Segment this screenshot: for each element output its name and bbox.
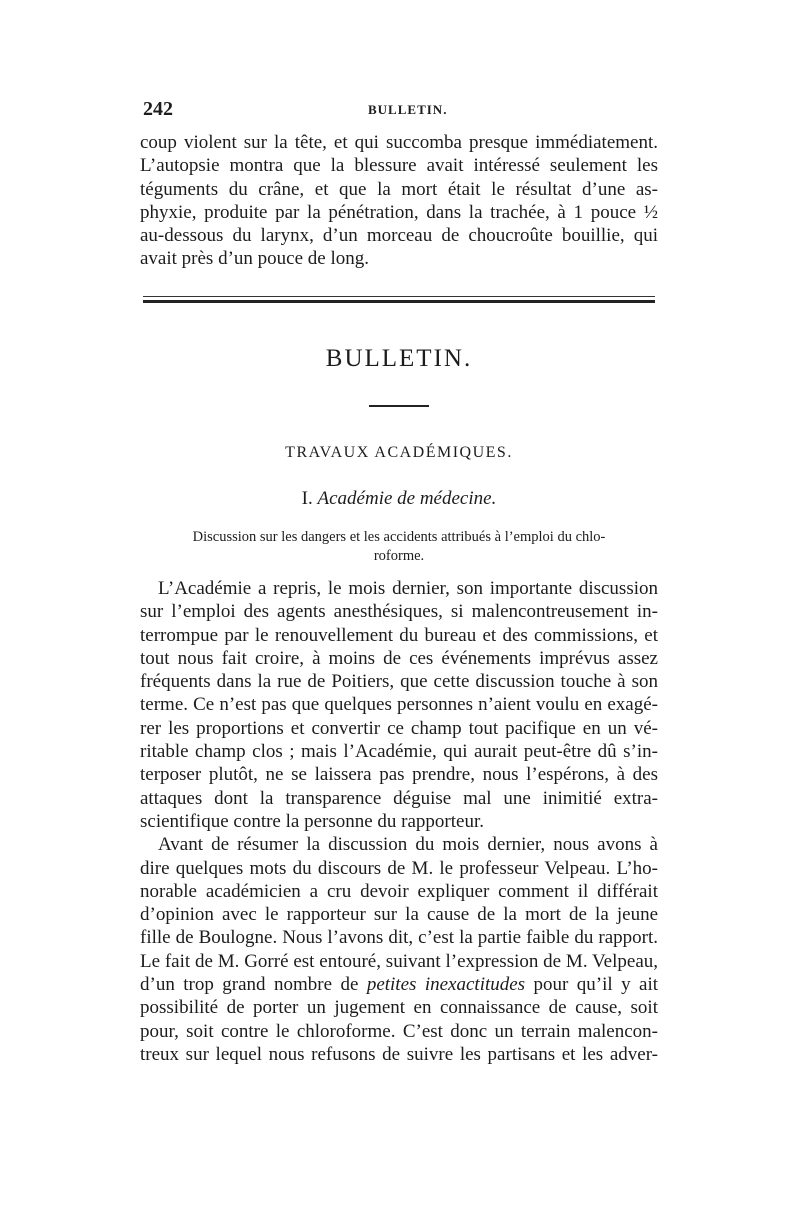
text-line: coup violent sur la tête, et qui succomba presque immédiatement.: [140, 132, 658, 153]
text-line: pour, soit contre le chloroforme. C’est donc un terrain malencon-: [140, 1020, 658, 1042]
text-line: rer les proportions et convertir ce champ tout pacifique en un vé-: [140, 717, 658, 739]
text-line: L’Académie a repris, le mois dernier, son importante discussion: [158, 578, 658, 599]
thin-rule: [143, 296, 655, 297]
discussion-heading-line: roforme.: [373, 548, 425, 564]
text-line: terme. Ce n’est pas que quelques personnes n’aient voulu en exagé-: [140, 694, 658, 716]
discussion-heading: [140, 528, 658, 566]
subsection-title: TRAVAUX ACADÉMIQUES.: [285, 444, 513, 461]
text-line: fréquents dans la rue de Poitiers, que cette discussion touche à son: [140, 671, 658, 693]
text-line: dire quelques mots du discours de M. le professeur Velpeau. L’ho-: [140, 857, 658, 879]
text-line: possibilité de porter un jugement en connaissance de cause, soit: [140, 997, 658, 1019]
text-line: fille de Boulogne. Nous l’avons dit, c’est la partie faible du rapport.: [140, 927, 658, 949]
body-text: [140, 577, 658, 1066]
text-line: d’opinion avec le rapporteur sur la cause de la mort de la jeune: [140, 904, 658, 926]
italic-phrase: petites inexactitudes: [366, 974, 526, 996]
running-head: [140, 98, 660, 124]
text-line: terrompue par le renouvellement du bureau et des commissions, et: [140, 624, 658, 646]
text-line: au-dessous du larynx, d’un morceau de choucroûte bouillie, qui: [140, 225, 658, 247]
text-line: L’autopsie montra que la blessure avait intéressé seulement les: [140, 155, 658, 177]
section-title: BULLETIN.: [325, 345, 473, 372]
text-line: Avant de résumer la discussion du mois dernier, nous avons à: [158, 834, 658, 856]
text-line: ritable champ clos ; mais l’Académie, qui aurait peut-être dû s’in-: [140, 741, 658, 763]
short-rule: [369, 405, 429, 407]
intro-paragraph: [140, 131, 658, 271]
text-fragment: d’un trop grand nombre de: [140, 974, 367, 996]
text-line: terposer plutôt, ne se laissera pas prendre, nous l’espérons, à des: [140, 764, 658, 786]
double-rule-divider: [143, 296, 655, 306]
thick-rule: [143, 300, 655, 303]
text-line: Le fait de M. Gorré est entouré, suivant l’expression de M. Velpeau,: [140, 950, 658, 972]
heading-number: I.: [301, 488, 313, 509]
text-line: téguments du crâne, et que la mort était le résultat d’une as-: [140, 178, 658, 200]
text-line: avait près d’un pouce de long.: [140, 248, 369, 270]
text-line: attaques dont la transparence déguise mal une inimitié extra-: [140, 787, 658, 809]
text-line: sur l’emploi des agents anesthésiques, si malencontreusement in-: [140, 601, 658, 623]
heading-text: Académie de médecine.: [317, 488, 497, 509]
text-line: treux sur lequel nous refusons de suivre les partisans et les adver-: [140, 1043, 658, 1065]
text-fragment: pour qu’il y ait: [525, 974, 659, 996]
text-line: norable académicien a cru devoir expliquer comment il différait: [140, 880, 658, 902]
text-line: scientifique contre la personne du rapporteur.: [140, 810, 484, 832]
text-line: phyxie, produite par la pénétration, dans la trachée, à 1 pouce ½: [140, 201, 658, 223]
running-title: BULLETIN.: [368, 102, 448, 117]
text-line: tout nous fait croire, à moins de ces événements imprévus assez: [140, 647, 658, 669]
discussion-heading-line: Discussion sur les dangers et les accidents attribués à l’emploi du chlo-: [192, 529, 606, 545]
academy-heading: [140, 488, 658, 510]
text-line: [140, 973, 658, 996]
page-number: 242: [143, 98, 173, 120]
